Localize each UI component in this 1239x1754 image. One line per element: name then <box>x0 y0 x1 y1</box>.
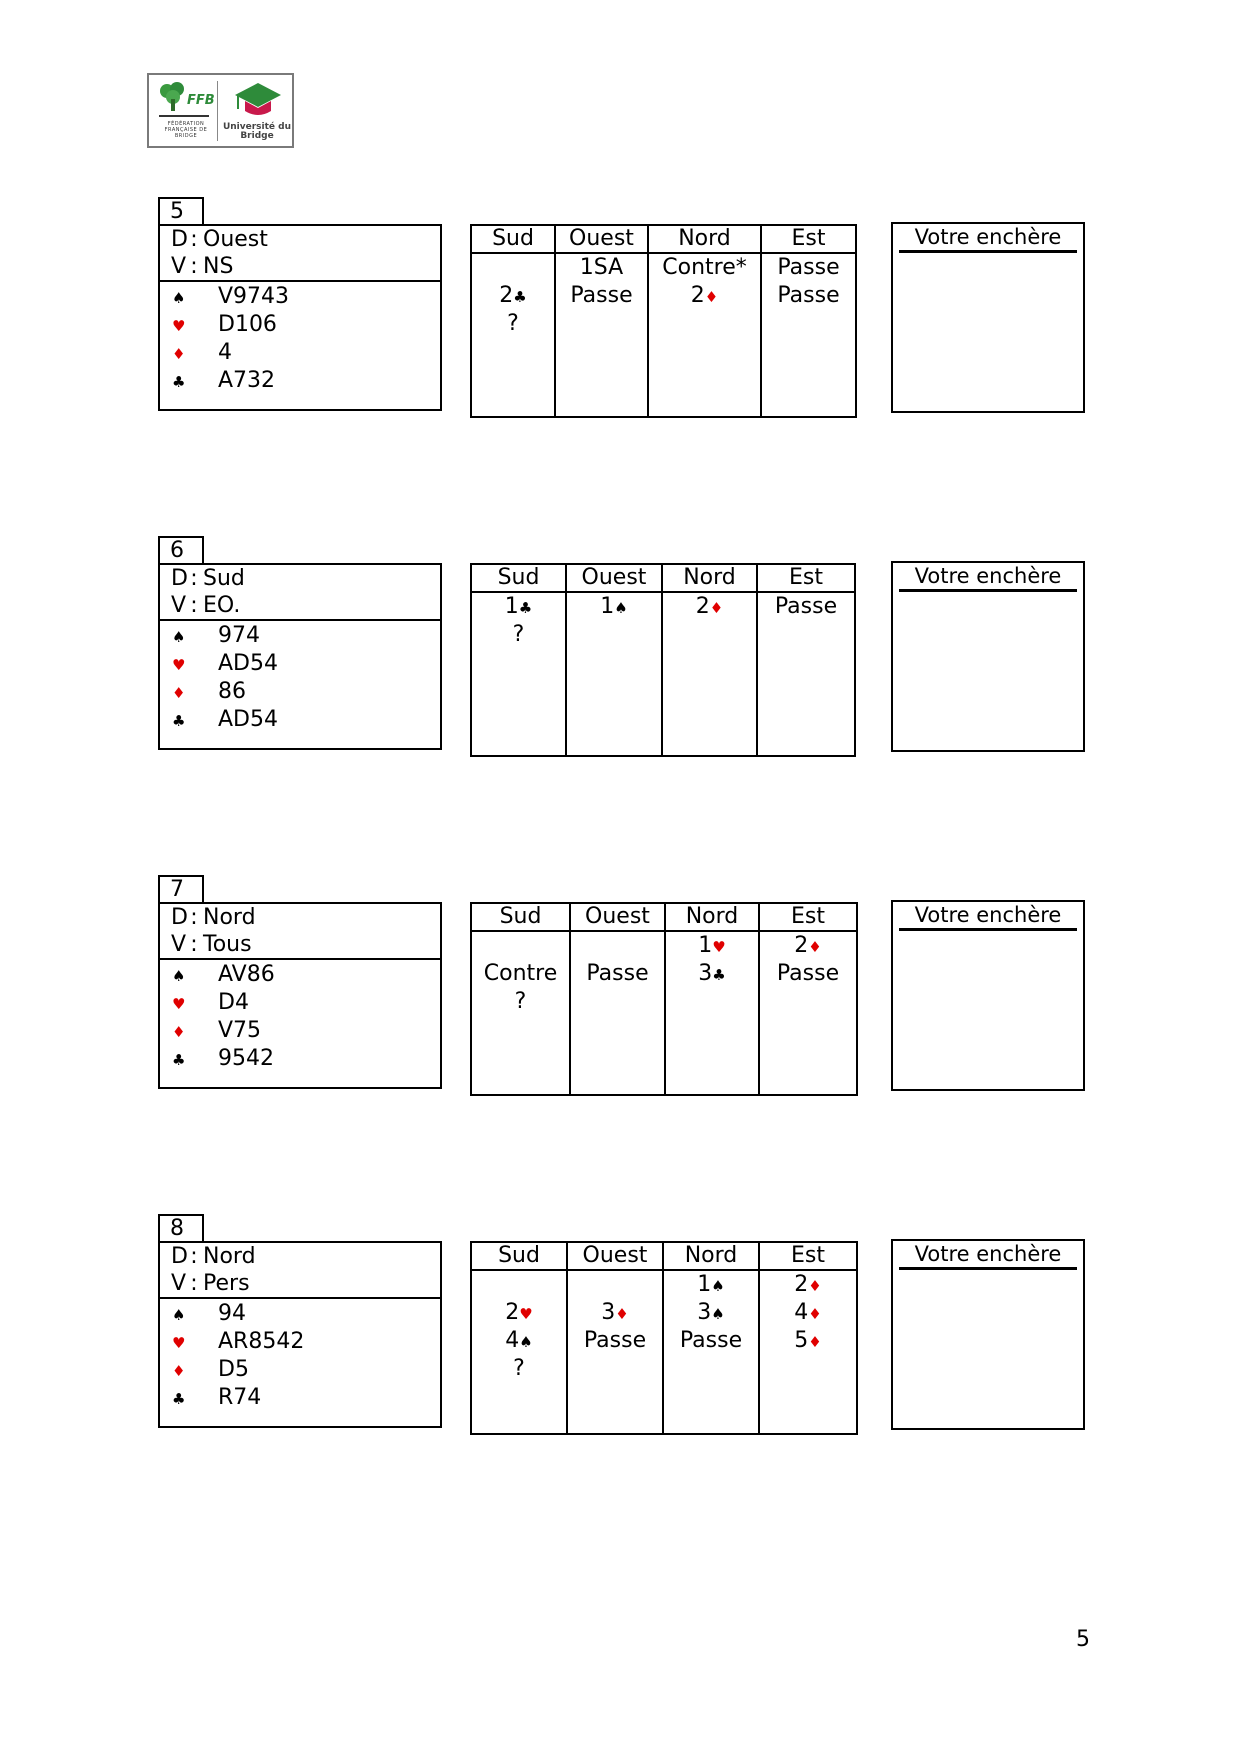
bid-suit-icon: ♦ <box>615 1305 629 1323</box>
suit-cards: D4 <box>218 990 249 1015</box>
bidding-column <box>663 565 758 755</box>
bid-text: 2 <box>690 283 705 308</box>
answer-label: Votre enchère <box>914 564 1062 588</box>
answer-label: Votre enchère <box>914 1242 1062 1266</box>
bid-cell <box>666 932 758 960</box>
bid-suit-icon: ♣ <box>712 966 726 984</box>
hand-suits <box>160 282 440 395</box>
bidding-header: Nord <box>649 226 760 254</box>
colon: : <box>190 1244 198 1269</box>
bid-text: 2 <box>505 1300 520 1325</box>
bid-cell <box>758 593 854 621</box>
bid-cell <box>567 593 661 621</box>
bid-text: Contre* <box>662 255 747 280</box>
answer-label: Votre enchère <box>914 903 1062 927</box>
deal-number: 8 <box>158 1214 204 1243</box>
dealer-row <box>171 226 440 253</box>
answer-underline <box>899 1267 1077 1270</box>
bid-suit-icon: ♥ <box>712 938 726 956</box>
suit-icon: ♠ <box>172 289 186 307</box>
bid-text: Passe <box>583 1328 647 1353</box>
bid-text: 4 <box>794 1300 809 1325</box>
suit-cards: D5 <box>218 1357 249 1382</box>
bid-cell <box>472 1327 566 1355</box>
suit-icon: ♥ <box>172 1334 186 1352</box>
suit-icon: ♣ <box>172 373 186 391</box>
bid-cell <box>649 254 760 282</box>
bidding-column <box>567 565 663 755</box>
suit-cards: 94 <box>218 1301 246 1326</box>
suit-row <box>172 1300 440 1328</box>
bid-cell <box>568 1327 662 1355</box>
bidding-column <box>666 904 760 1094</box>
bidding-table <box>470 563 856 757</box>
vulnerability-key: V <box>171 932 187 957</box>
suit-row <box>172 961 440 989</box>
bid-cell <box>472 1299 566 1327</box>
bid-suit-icon: ♦ <box>709 599 724 617</box>
suit-cards: D106 <box>218 312 277 337</box>
dealer-key: D <box>171 905 188 930</box>
vulnerability-row <box>171 592 440 619</box>
bid-text: 2 <box>499 283 514 308</box>
bidding-table <box>470 224 857 418</box>
hand-suits <box>160 960 440 1073</box>
bidding-header: Nord <box>664 1243 758 1271</box>
suit-cards: 86 <box>218 679 246 704</box>
suit-row <box>172 706 440 734</box>
suit-row <box>172 1384 440 1412</box>
bid-suit-icon: ♥ <box>519 1305 533 1323</box>
suit-row <box>172 622 440 650</box>
suit-row <box>172 283 440 311</box>
deal-number: 7 <box>158 875 204 904</box>
dealer-row <box>171 904 440 931</box>
bid-suit-icon: ♦ <box>808 1305 822 1323</box>
bid-cell <box>664 1327 758 1355</box>
bidding-column <box>760 1243 856 1433</box>
suit-cards: AV86 <box>218 962 275 987</box>
bid-cell <box>472 621 565 649</box>
suit-row <box>172 1328 440 1356</box>
ffb-logo-text: FFB <box>187 93 215 108</box>
bid-text: Contre <box>483 961 558 986</box>
ffb-logo-subtitle: FÉDÉRATION FRANÇAISE DE BRIDGE <box>164 121 208 139</box>
answer-box[interactable] <box>891 1239 1085 1430</box>
logo-divider <box>217 81 218 141</box>
dealer-key: D <box>171 566 188 591</box>
bid-cell <box>568 1299 662 1327</box>
vulnerability-value: EO. <box>203 593 241 618</box>
bid-text: ? <box>507 311 519 336</box>
deal-info <box>160 565 440 621</box>
bid-text: 3 <box>697 1300 712 1325</box>
suit-icon: ♥ <box>172 995 186 1013</box>
suit-cards: R74 <box>218 1385 262 1410</box>
vulnerability-value: Tous <box>203 932 252 957</box>
bid-cell <box>472 960 569 988</box>
colon: : <box>190 227 198 252</box>
bidding-column <box>664 1243 760 1433</box>
bid-cell <box>472 1271 566 1299</box>
bidding-column <box>472 565 567 755</box>
vulnerability-row <box>171 1270 440 1297</box>
bid-suit-icon: ♠ <box>519 1333 533 1351</box>
suit-icon: ♦ <box>172 1362 186 1380</box>
bidding-header: Sud <box>472 226 554 254</box>
bid-cell <box>762 254 855 282</box>
bid-cell <box>664 1299 758 1327</box>
suit-icon: ♠ <box>172 1306 186 1324</box>
suit-icon: ♣ <box>172 1051 186 1069</box>
bid-cell <box>760 1271 856 1299</box>
bid-cell <box>760 1327 856 1355</box>
colon: : <box>190 566 198 591</box>
dealer-row <box>171 565 440 592</box>
bidding-header: Est <box>762 226 855 254</box>
bidding-header: Est <box>760 904 856 932</box>
bid-text: 4 <box>505 1328 520 1353</box>
bidding-table <box>470 902 858 1096</box>
hand-suits <box>160 621 440 734</box>
bidding-header: Est <box>758 565 854 593</box>
bid-suit-icon: ♣ <box>513 288 527 306</box>
suit-cards: AD54 <box>218 651 278 676</box>
bid-cell <box>649 282 760 310</box>
bid-suit-icon: ♠ <box>614 599 628 617</box>
bid-suit-icon: ♦ <box>808 1277 822 1295</box>
deal-info <box>160 904 440 960</box>
bidding-header: Est <box>760 1243 856 1271</box>
suit-row <box>172 989 440 1017</box>
dealer-value: Nord <box>203 1244 256 1269</box>
bid-text: 2 <box>695 594 710 619</box>
bidding-column <box>472 226 556 416</box>
bid-cell <box>760 960 856 988</box>
vulnerability-row <box>171 931 440 958</box>
colon: : <box>190 905 198 930</box>
bid-text: Passe <box>679 1328 743 1353</box>
suit-row <box>172 650 440 678</box>
suit-row <box>172 1045 440 1073</box>
tree-icon <box>157 81 191 113</box>
suit-icon: ♠ <box>172 967 186 985</box>
bid-text: 1 <box>698 933 713 958</box>
bid-text: Passe <box>776 961 840 986</box>
bid-suit-icon: ♦ <box>704 288 719 306</box>
bid-text: 3 <box>601 1300 616 1325</box>
suit-row <box>172 678 440 706</box>
colon: : <box>190 932 198 957</box>
bid-cell <box>760 1299 856 1327</box>
universite-logo-text: Université du Bridge <box>222 122 292 141</box>
dealer-value: Sud <box>203 566 245 591</box>
bid-suit-icon: ♠ <box>711 1305 725 1323</box>
vulnerability-key: V <box>171 254 187 279</box>
bidding-table <box>470 1241 858 1435</box>
bid-cell <box>472 282 554 310</box>
answer-label: Votre enchère <box>914 225 1062 249</box>
bidding-column <box>758 565 854 755</box>
answer-box[interactable] <box>891 222 1085 413</box>
bid-cell <box>472 988 569 1016</box>
suit-cards: V9743 <box>218 284 290 309</box>
dealer-key: D <box>171 1244 188 1269</box>
bid-cell <box>472 593 565 621</box>
bid-suit-icon: ♠ <box>711 1277 725 1295</box>
bid-text: ? <box>512 622 525 647</box>
bid-text: Passe <box>777 283 840 308</box>
suit-icon: ♦ <box>172 684 186 702</box>
hand-suits <box>160 1299 440 1412</box>
bid-text: 5 <box>794 1328 809 1353</box>
bid-cell <box>666 960 758 988</box>
bid-text: 1 <box>504 594 519 619</box>
hand-card <box>158 902 442 1089</box>
deal-number: 6 <box>158 536 204 565</box>
answer-box[interactable] <box>891 900 1085 1091</box>
bidding-column <box>556 226 649 416</box>
dealer-row <box>171 1243 440 1270</box>
vulnerability-value: NS <box>203 254 234 279</box>
dealer-value: Nord <box>203 905 256 930</box>
bidding-header: Sud <box>472 565 565 593</box>
bid-cell <box>556 254 647 282</box>
suit-icon: ♦ <box>172 1023 186 1041</box>
bid-text: ? <box>514 989 527 1014</box>
bid-text: Passe <box>586 961 649 986</box>
graduation-cap-icon <box>233 81 283 121</box>
ffb-universite-logo <box>147 73 294 148</box>
bidding-column <box>649 226 762 416</box>
dealer-key: D <box>171 227 188 252</box>
colon: : <box>190 1271 198 1296</box>
deal-info <box>160 1243 440 1299</box>
bidding-header: Ouest <box>556 226 647 254</box>
colon: : <box>190 254 198 279</box>
bidding-header: Ouest <box>567 565 661 593</box>
dealer-value: Ouest <box>203 227 268 252</box>
bid-cell <box>663 593 756 621</box>
bid-cell <box>472 310 554 338</box>
bidding-column <box>472 904 571 1094</box>
bid-cell <box>664 1271 758 1299</box>
bid-cell <box>571 960 664 988</box>
suit-cards: V75 <box>218 1018 262 1043</box>
bid-text: ? <box>513 1356 525 1381</box>
suit-icon: ♥ <box>172 317 186 335</box>
suit-cards: A732 <box>218 368 276 393</box>
deal-info <box>160 226 440 282</box>
bid-suit-icon: ♣ <box>518 599 533 617</box>
bid-cell <box>760 932 856 960</box>
bid-text: Passe <box>570 283 633 308</box>
suit-icon: ♠ <box>172 628 186 646</box>
hand-card <box>158 224 442 411</box>
answer-underline <box>899 589 1077 592</box>
suit-cards: 9542 <box>218 1046 274 1071</box>
bid-cell <box>568 1271 662 1299</box>
bid-text: 3 <box>698 961 713 986</box>
answer-underline <box>899 250 1077 253</box>
suit-row <box>172 339 440 367</box>
logo-rule <box>159 115 209 117</box>
bid-cell <box>472 932 569 960</box>
suit-row <box>172 367 440 395</box>
bid-suit-icon: ♦ <box>808 938 822 956</box>
bidding-column <box>571 904 666 1094</box>
suit-row <box>172 1017 440 1045</box>
suit-cards: AD54 <box>218 707 278 732</box>
colon: : <box>190 593 198 618</box>
suit-icon: ♣ <box>172 1390 186 1408</box>
bid-cell <box>556 282 647 310</box>
bid-text: 1 <box>600 594 615 619</box>
suit-row <box>172 311 440 339</box>
bid-text: Passe <box>777 255 840 280</box>
bid-cell <box>571 932 664 960</box>
page-number: 5 <box>1076 1627 1090 1652</box>
bidding-header: Ouest <box>571 904 664 932</box>
suit-icon: ♦ <box>172 345 186 363</box>
suit-cards: 974 <box>218 623 260 648</box>
suit-cards: AR8542 <box>218 1329 305 1354</box>
bid-cell <box>472 254 554 282</box>
suit-icon: ♣ <box>172 712 186 730</box>
bidding-header: Nord <box>663 565 756 593</box>
bidding-header: Sud <box>472 1243 566 1271</box>
vulnerability-key: V <box>171 1271 187 1296</box>
bidding-header: Sud <box>472 904 569 932</box>
bidding-column <box>760 904 856 1094</box>
bidding-header: Ouest <box>568 1243 662 1271</box>
suit-cards: 4 <box>218 340 232 365</box>
suit-icon: ♥ <box>172 656 186 674</box>
answer-underline <box>899 928 1077 931</box>
bid-cell <box>762 282 855 310</box>
bid-text: 1SA <box>579 255 624 280</box>
bid-suit-icon: ♦ <box>808 1333 822 1351</box>
vulnerability-key: V <box>171 593 187 618</box>
bidding-column <box>762 226 855 416</box>
bid-text: 2 <box>794 1272 809 1297</box>
deal-number: 5 <box>158 197 204 226</box>
bidding-header: Nord <box>666 904 758 932</box>
bid-text: 1 <box>697 1272 712 1297</box>
answer-box[interactable] <box>891 561 1085 752</box>
bid-text: 2 <box>794 933 809 958</box>
vulnerability-value: Pers <box>203 1271 250 1296</box>
bidding-column <box>568 1243 664 1433</box>
vulnerability-row <box>171 253 440 280</box>
bid-cell <box>472 1355 566 1383</box>
bid-text: Passe <box>774 594 838 619</box>
hand-card <box>158 563 442 750</box>
bidding-column <box>472 1243 568 1433</box>
suit-row <box>172 1356 440 1384</box>
hand-card <box>158 1241 442 1428</box>
